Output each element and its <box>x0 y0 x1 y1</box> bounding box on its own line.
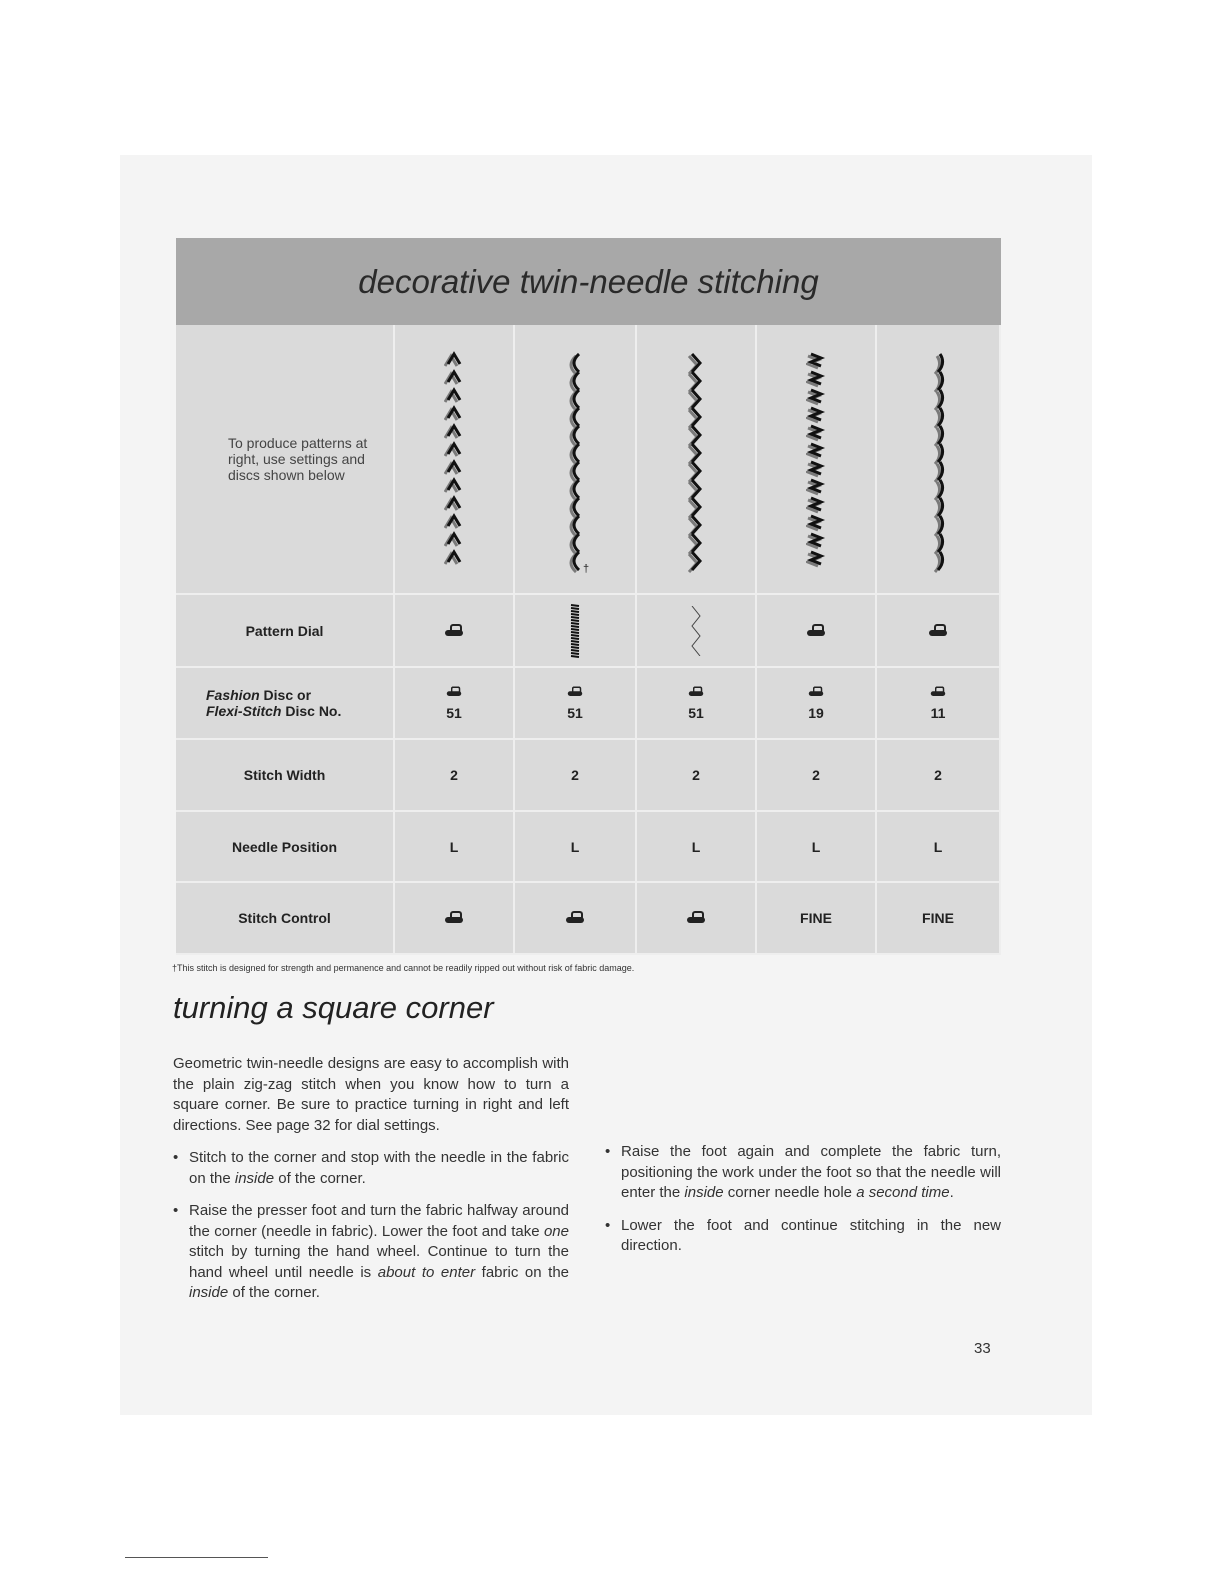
zigzag-icon <box>690 606 702 656</box>
disc-icon <box>447 686 461 697</box>
disc-icon <box>687 911 705 925</box>
table-cell: 2 <box>395 740 515 812</box>
disc-icon <box>929 624 947 638</box>
table-cell: L <box>757 812 877 883</box>
row-label: Pattern Dial <box>176 595 395 668</box>
stitch-settings-table <box>176 238 1001 955</box>
table-cell: 19 <box>757 668 877 740</box>
row-label: Stitch Control <box>176 883 395 955</box>
stitch-pattern-5 <box>877 325 1001 595</box>
disc-icon <box>445 911 463 925</box>
step-3: • Raise the foot again and complete the fabric turn, positioning the work under the foot so that the needle will enter the inside corner needle hole a second time. <box>605 1142 1001 1204</box>
table-cell: 2 <box>637 740 757 812</box>
footnote: †This stitch is designed for strength and permanence and cannot be readily ripped out without risk of fabric damage. <box>172 963 635 973</box>
right-column <box>605 1142 1001 1269</box>
step-2: • Raise the presser foot and turn the fabric halfway around the corner (needle in fabric). Lower the foot and take one stitch by turning the hand wheel. Continue to turn the hand wheel until needle is about to enter fabric on the inside of the corner. <box>173 1201 569 1304</box>
stitch-pattern-3 <box>637 325 757 595</box>
table-cell <box>877 595 1001 668</box>
footer-rule <box>125 1557 268 1558</box>
stitch-pattern-4 <box>757 325 877 595</box>
intro-text: To produce patterns at right, use settings and discs shown below <box>176 325 395 595</box>
dagger-mark: † <box>583 563 590 575</box>
satin-stitch-icon <box>570 603 580 659</box>
table-cell: 51 <box>515 668 637 740</box>
table-cell: L <box>637 812 757 883</box>
disc-icon <box>568 686 582 697</box>
row-label: Fashion Disc or Flexi-Stitch Disc No. <box>176 668 395 740</box>
table-cell <box>637 883 757 955</box>
table-cell: 2 <box>757 740 877 812</box>
disc-icon <box>689 686 703 697</box>
intro-paragraph: Geometric twin-needle designs are easy to accomplish with the plain zig-zag stitch when you know how to turn a square corner. Be sure to practice turning in right and left directions. See page 32 for dial settings. <box>173 1055 569 1134</box>
disc-icon <box>445 624 463 638</box>
table-cell: 2 <box>877 740 1001 812</box>
disc-icon <box>807 624 825 638</box>
table-cell: L <box>395 812 515 883</box>
table-cell: L <box>877 812 1001 883</box>
section-title: turning a square corner <box>173 990 494 1025</box>
page-number: 33 <box>974 1340 991 1357</box>
table-cell <box>395 883 515 955</box>
disc-icon <box>931 686 945 697</box>
table-cell <box>637 595 757 668</box>
stitch-pattern-2 <box>515 325 637 595</box>
table-cell: 51 <box>395 668 515 740</box>
left-column <box>173 1054 569 1316</box>
table-cell: FINE <box>757 883 877 955</box>
table-cell: 11 <box>877 668 1001 740</box>
table-cell <box>395 595 515 668</box>
table-cell <box>757 595 877 668</box>
row-label: Stitch Width <box>176 740 395 812</box>
disc-icon <box>566 911 584 925</box>
table-title: decorative twin-needle stitching <box>176 238 1001 325</box>
table-cell <box>515 595 637 668</box>
table-cell: L <box>515 812 637 883</box>
disc-icon <box>809 686 823 697</box>
step-1: • Stitch to the corner and stop with the needle in the fabric on the inside of the corner. <box>173 1148 569 1189</box>
table-cell: 51 <box>637 668 757 740</box>
table-cell: 2 <box>515 740 637 812</box>
row-label: Needle Position <box>176 812 395 883</box>
table-cell <box>515 883 637 955</box>
table-cell: FINE <box>877 883 1001 955</box>
step-4: • Lower the foot and continue stitching in the new direction. <box>605 1216 1001 1257</box>
stitch-pattern-1 <box>395 325 515 595</box>
